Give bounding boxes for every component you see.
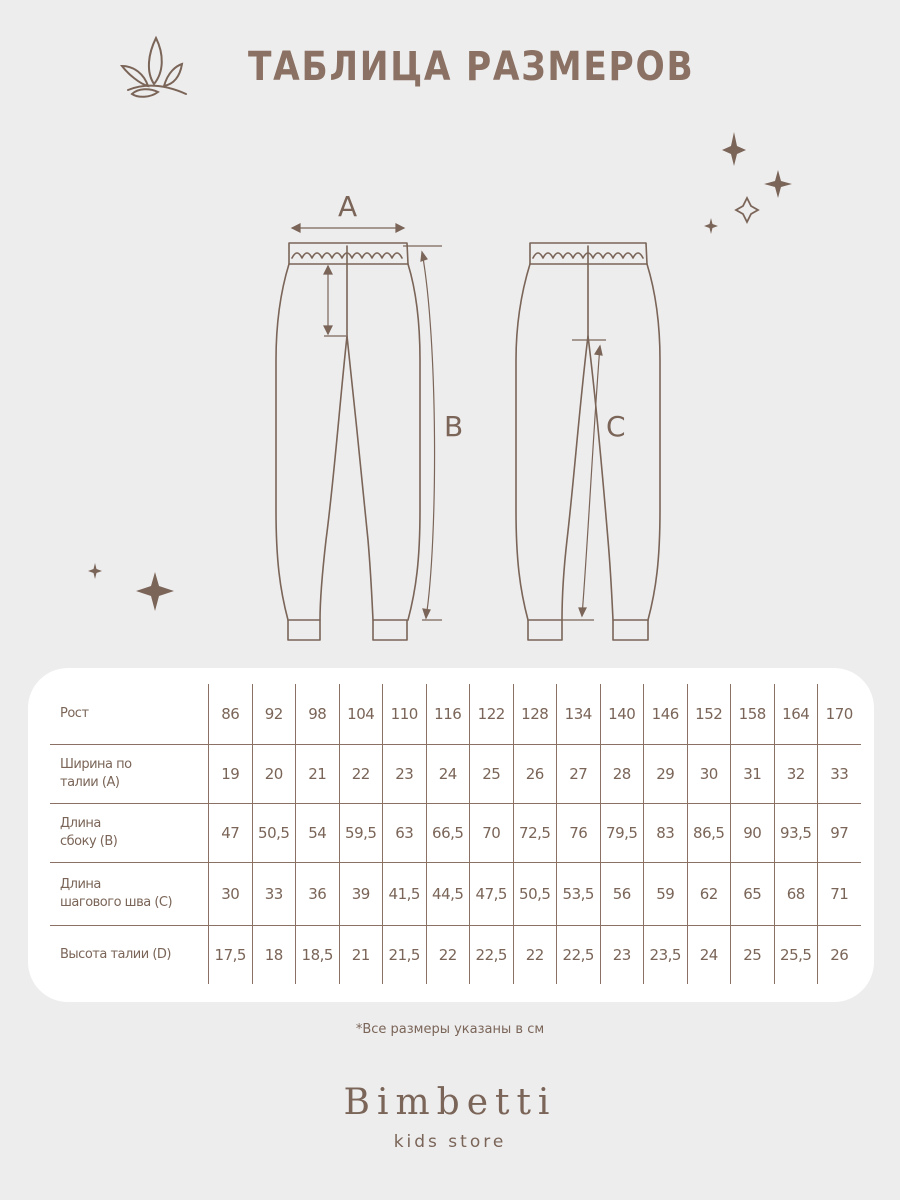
table-row [50,926,861,985]
table-cell: 31 [731,745,775,804]
table-row [50,863,861,926]
table-cell: 122 [470,684,514,745]
table-cell: 70 [470,804,514,863]
table-cell: 26 [818,926,861,985]
brand-logo: Bimbetti [343,1082,557,1123]
front-pants-outline [276,243,420,640]
table-cell: 59 [644,863,688,926]
table-cell: 30 [687,745,731,804]
table-cell: 71 [818,863,861,926]
table-cell: 63 [383,804,427,863]
table-cell: 93,5 [774,804,818,863]
table-cell: 17,5 [209,926,253,985]
table-cell: 23 [600,926,644,985]
row-label-line: Длина [60,877,101,892]
table-cell: 56 [600,863,644,926]
table-cell: 33 [818,745,861,804]
table-cell: 36 [296,863,340,926]
row-label-line: Высота талии (D) [60,947,171,962]
table-cell: 72,5 [513,804,557,863]
table-cell: 18 [252,926,296,985]
table-cell: 29 [644,745,688,804]
table-cell: 79,5 [600,804,644,863]
table-cell: 54 [296,804,340,863]
table-cell: 65 [731,863,775,926]
table-row [50,745,861,804]
table-cell: 86 [209,684,253,745]
table-cell: 170 [818,684,861,745]
table-cell: 22,5 [470,926,514,985]
table-cell: 47,5 [470,863,514,926]
row-label [50,804,209,863]
table-cell: 32 [774,745,818,804]
table-cell: 19 [209,745,253,804]
label-b: B [444,410,464,443]
table-cell: 22 [426,926,470,985]
size-table [50,684,861,984]
table-cell: 21,5 [383,926,427,985]
page-title: ТАБЛИЦА РАЗМЕРОВ [248,44,695,90]
table-cell: 62 [687,863,731,926]
table-cell: 25,5 [774,926,818,985]
row-label-line: сбоку (В) [60,834,118,849]
label-c: C [606,410,626,443]
table-cell: 28 [600,745,644,804]
table-cell: 110 [383,684,427,745]
table-cell: 146 [644,684,688,745]
table-cell: 116 [426,684,470,745]
table-cell: 76 [557,804,601,863]
table-cell: 50,5 [513,863,557,926]
table-cell: 39 [339,863,383,926]
table-cell: 41,5 [383,863,427,926]
row-label-line: Длина [60,816,101,831]
table-cell: 66,5 [426,804,470,863]
table-cell: 20 [252,745,296,804]
table-cell: 53,5 [557,863,601,926]
table-cell: 27 [557,745,601,804]
table-cell: 83 [644,804,688,863]
table-cell: 98 [296,684,340,745]
table-cell: 152 [687,684,731,745]
table-cell: 24 [426,745,470,804]
table-cell: 18,5 [296,926,340,985]
table-cell: 90 [731,804,775,863]
row-label [50,863,209,926]
row-label-line: талии (А) [60,775,120,790]
size-table-card [28,668,874,1002]
row-label [50,684,209,745]
table-cell: 23,5 [644,926,688,985]
table-cell: 134 [557,684,601,745]
table-cell: 140 [600,684,644,745]
table-cell: 33 [252,863,296,926]
row-label-line: шагового шва (С) [60,895,173,910]
table-cell: 128 [513,684,557,745]
table-cell: 24 [687,926,731,985]
table-cell: 97 [818,804,861,863]
table-cell: 25 [470,745,514,804]
table-cell: 26 [513,745,557,804]
table-cell: 92 [252,684,296,745]
table-cell: 21 [296,745,340,804]
label-a: A [338,190,358,223]
table-cell: 164 [774,684,818,745]
table-cell: 44,5 [426,863,470,926]
row-label [50,745,209,804]
back-pants-outline [516,243,660,640]
table-cell: 25 [731,926,775,985]
table-cell: 22 [339,745,383,804]
row-label-line: Ширина по [60,757,132,772]
table-cell: 21 [339,926,383,985]
table-cell: 23 [383,745,427,804]
table-row [50,684,861,745]
table-row [50,804,861,863]
table-cell: 86,5 [687,804,731,863]
table-cell: 30 [209,863,253,926]
table-cell: 104 [339,684,383,745]
table-cell: 22,5 [557,926,601,985]
table-cell: 22 [513,926,557,985]
footnote: *Все размеры указаны в см [355,1022,545,1037]
table-cell: 50,5 [252,804,296,863]
table-cell: 158 [731,684,775,745]
table-cell: 59,5 [339,804,383,863]
table-cell: 47 [209,804,253,863]
table-cell: 68 [774,863,818,926]
row-label [50,926,209,985]
row-label-line: Рост [60,706,89,721]
brand-subtitle: kids store [393,1132,507,1152]
